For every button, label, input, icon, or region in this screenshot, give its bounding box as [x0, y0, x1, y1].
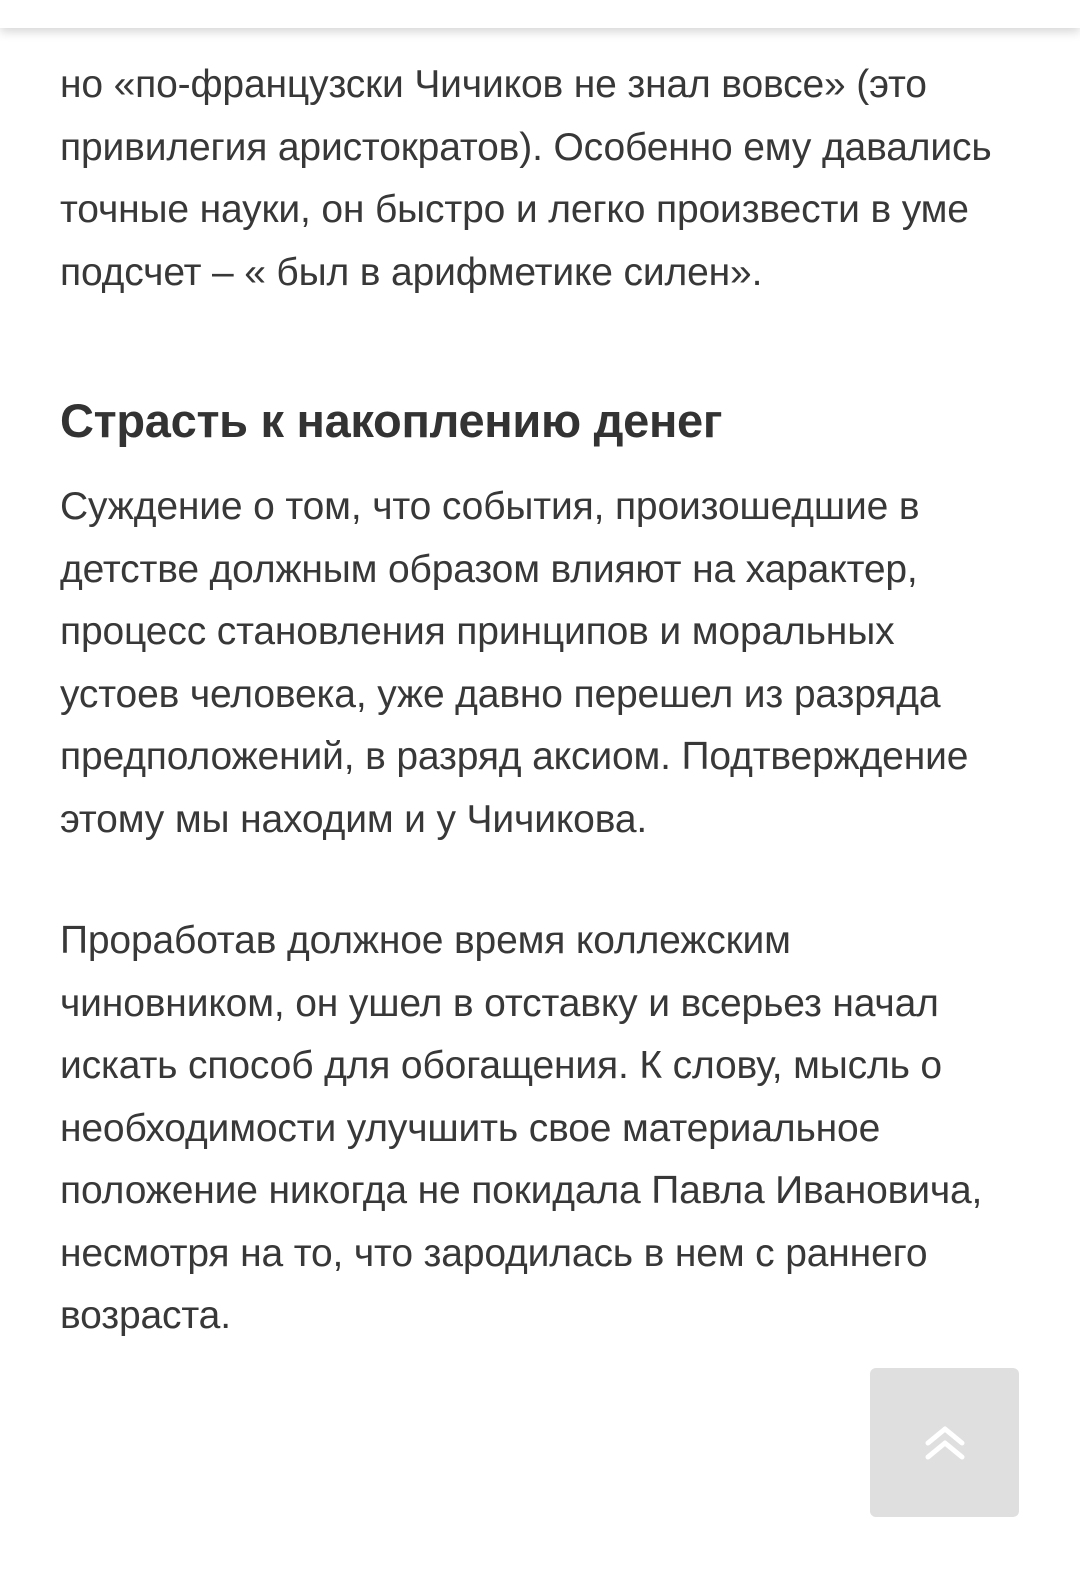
top-bar: [0, 0, 1080, 28]
section-heading: Страсть к накоплению денег: [60, 394, 723, 447]
scroll-to-top-button[interactable]: [870, 1368, 1019, 1517]
article-paragraph: Проработав должное время коллежским чиновником, он ушел в отставку и всерьез начал искать способ для обогащения. К слову, мысль о необходимости улучшить свое материальное положение никогда не покидала Павла Ивановича, несмотря на то, что зародилась в нем с раннего возраста.: [60, 919, 983, 1337]
article-content: [60, 12, 1010, 1348]
article-paragraph: Суждение о том, что события, произошедшие в детстве должным образом влияют на характер, процесс становления принципов и моральных устоев человека, уже давно перешел из разряда предположений, в разряд аксиом. Подтверждение этому мы находим и у Чичикова.: [60, 485, 969, 841]
article-paragraph: но «по-французски Чичиков не знал вовсе» (это привилегия аристократов). Особенно ему давались точные науки, он быстро и легко произвести в уме подсчет – « был в арифметике силен».: [60, 63, 992, 294]
double-chevron-up-icon: [922, 1423, 968, 1463]
